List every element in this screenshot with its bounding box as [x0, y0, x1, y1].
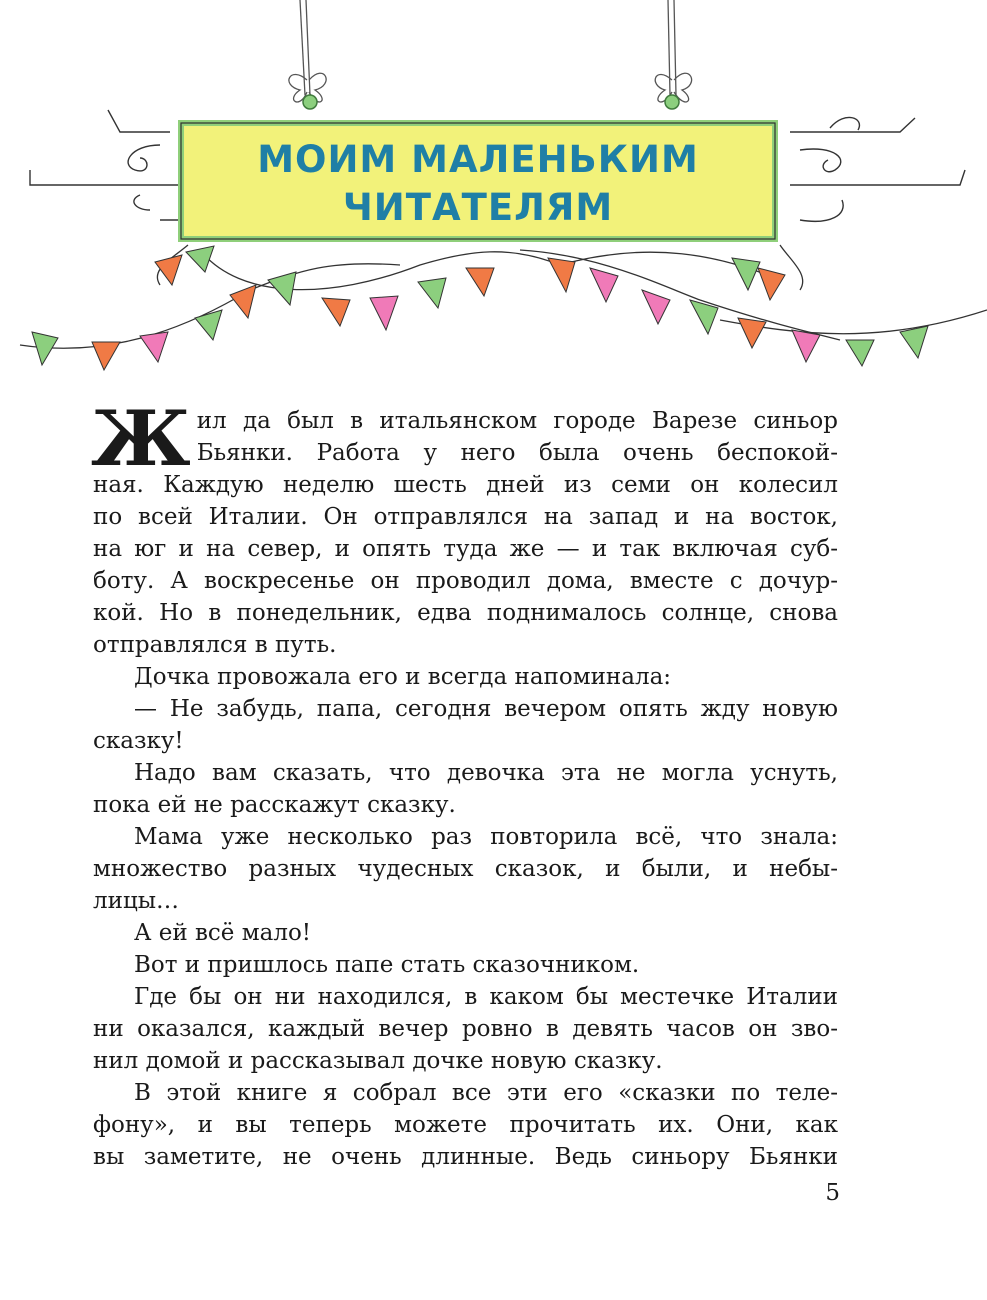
- page-number: 5: [825, 1180, 840, 1206]
- paragraph: — Не забудь, папа, сегодня вечером опять жду новую: [134, 696, 838, 722]
- line: кой. Но в понедельник, едва поднималось солнце, снова: [93, 600, 838, 626]
- paragraph: А ей всё мало!: [134, 920, 312, 946]
- paragraph: Надо вам сказать, что девочка эта не могла уснуть,: [134, 760, 838, 786]
- paragraph: Где бы он ни находился, в каком бы местечке Италии: [134, 984, 838, 1010]
- body-text: [91, 394, 838, 1173]
- line: ная. Каждую неделю шесть дней из семи он колесил: [93, 472, 838, 498]
- line: Бьянки. Работа у него была очень беспокой-: [196, 440, 838, 466]
- line: нил домой и рассказывал дочке новую сказку.: [93, 1048, 663, 1074]
- line: вы заметите, не очень длинные. Ведь синьору Бьянки: [93, 1144, 838, 1170]
- line: отправлялся в путь.: [93, 632, 337, 658]
- line: лицы…: [93, 888, 180, 914]
- line: по всей Италии. Он отправлялся на запад и на восток,: [93, 504, 838, 530]
- page-title: [183, 128, 773, 240]
- paragraph: Жил да был в итальянском городе Варезе синьор: [91, 394, 838, 483]
- paragraph: Вот и пришлось папе стать сказочником.: [134, 952, 640, 978]
- paragraph: Мама уже несколько раз повторила всё, что знала:: [134, 824, 838, 850]
- paragraph: В этой книге я собрал все эти его «сказки по теле-: [134, 1080, 838, 1106]
- title-line-2: ЧИТАТЕЛЯМ: [342, 186, 614, 229]
- line: множество разных чудесных сказок, и были, и небы-: [93, 856, 838, 882]
- line: ни оказался, каждый вечер ровно в девять часов он зво-: [93, 1016, 838, 1042]
- line: сказку!: [93, 728, 184, 754]
- paragraph: Дочка провожала его и всегда напоминала:: [134, 664, 672, 690]
- line: боту. А воскресенье он проводил дома, вместе с дочур-: [93, 568, 838, 594]
- line: на юг и на север, и опять туда же — и так включая суб-: [93, 536, 838, 562]
- line: пока ей не расскажут сказку.: [93, 792, 456, 818]
- line: фону», и вы теперь можете прочитать их. Они, как: [93, 1112, 838, 1138]
- title-banner-illustration: [0, 0, 987, 380]
- drop-cap: Ж: [91, 394, 191, 483]
- title-line-1: МОИМ МАЛЕНЬКИМ: [257, 138, 699, 181]
